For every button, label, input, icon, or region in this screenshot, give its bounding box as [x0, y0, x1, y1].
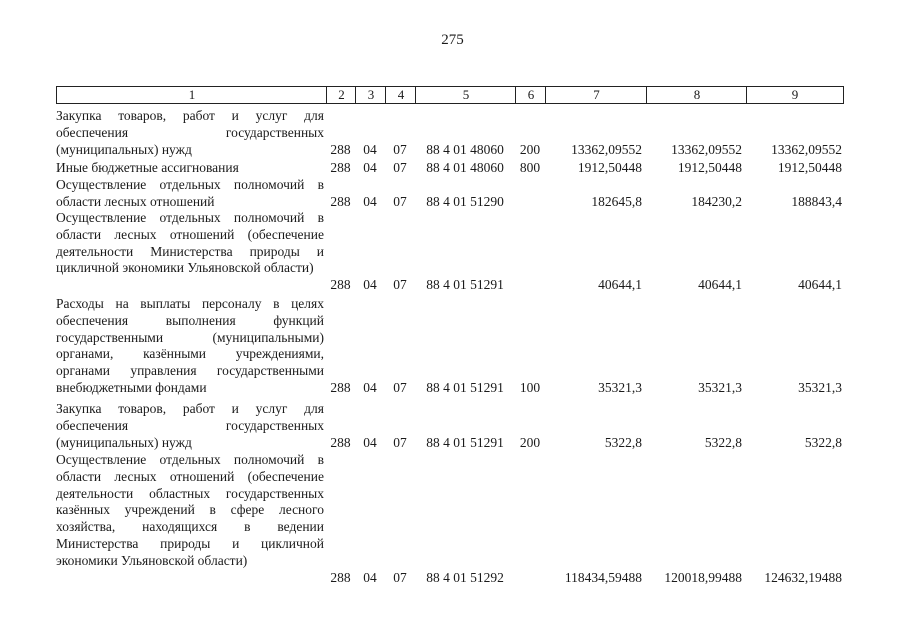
page-number: 275 — [441, 32, 464, 48]
header-col-5: 5 — [415, 86, 516, 104]
row-c3: 04 — [363, 141, 377, 157]
row-c5: 88 4 01 51292 — [426, 569, 504, 585]
row-c9: 1912,50448 — [777, 160, 842, 175]
row-c8: 120018,99488 — [664, 569, 742, 585]
row-description: Иные бюджетные ассигнования — [56, 160, 239, 175]
header-col-9: 9 — [746, 86, 844, 104]
header-col-3: 3 — [355, 86, 386, 104]
table-row — [56, 401, 842, 451]
row-c8: 184230,2 — [691, 193, 742, 209]
row-c8: 35321,3 — [698, 380, 742, 395]
row-c3: 04 — [363, 380, 377, 395]
row-c5: 88 4 01 51291 — [426, 434, 504, 450]
table-row — [56, 452, 842, 586]
header-col-1: 1 — [56, 86, 327, 104]
row-c7: 40644,1 — [598, 277, 642, 293]
row-c6: 800 — [519, 160, 541, 175]
row-c9: 13362,09552 — [771, 141, 842, 157]
row-c2: 288 — [330, 277, 351, 293]
row-c5: 88 4 01 51290 — [426, 193, 504, 209]
row-c4: 07 — [393, 434, 407, 450]
row-c7: 13362,09552 — [571, 141, 642, 157]
row-c9: 35321,3 — [798, 380, 842, 395]
row-c3: 04 — [363, 160, 377, 175]
row-c8: 13362,09552 — [671, 141, 742, 157]
row-c4: 07 — [393, 160, 407, 175]
row-c7: 5322,8 — [604, 434, 642, 450]
row-c4: 07 — [393, 569, 407, 585]
table-row — [56, 210, 842, 294]
header-col-7: 7 — [545, 86, 647, 104]
row-c3: 04 — [363, 193, 377, 209]
row-c8: 5322,8 — [704, 434, 742, 450]
table-row — [56, 296, 842, 397]
table-row — [56, 160, 842, 177]
table-row — [56, 108, 842, 158]
row-c2: 288 — [330, 193, 351, 209]
row-c7: 118434,59488 — [564, 569, 642, 585]
row-c5: 88 4 01 51291 — [426, 277, 504, 293]
row-c2: 288 — [330, 569, 351, 585]
row-c2: 288 — [330, 380, 351, 395]
row-c4: 07 — [393, 380, 407, 395]
row-c2: 288 — [330, 160, 351, 175]
row-c9: 40644,1 — [798, 277, 842, 293]
row-description: Осуществление отдельных полномочий в области лесных отношений (обеспечение деятельности Министерства природы и цикличной экономики Ульяновской области) — [56, 210, 324, 276]
table-row — [56, 177, 842, 211]
row-c4: 07 — [393, 141, 407, 157]
row-c5: 88 4 01 48060 — [426, 160, 504, 175]
header-col-4: 4 — [385, 86, 416, 104]
row-c2: 288 — [330, 141, 351, 157]
row-c3: 04 — [363, 434, 377, 450]
row-c6: 200 — [519, 141, 541, 157]
row-c8: 1912,50448 — [677, 160, 742, 175]
row-description: Расходы на выплаты персоналу в целях обеспечения выполнения функций государственными (муниципальными) органами, казёнными учреждениями, органами управления государственными внебюджетными фондами — [56, 296, 324, 395]
row-c5: 88 4 01 48060 — [426, 141, 504, 157]
row-c8: 40644,1 — [698, 277, 742, 293]
header-col-2: 2 — [326, 86, 356, 104]
row-c9: 5322,8 — [804, 434, 842, 450]
row-description: Закупка товаров, работ и услуг для обеспечения государственных (муниципальных) нужд — [56, 108, 324, 157]
header-col-8: 8 — [646, 86, 747, 104]
row-c4: 07 — [393, 193, 407, 209]
row-c7: 1912,50448 — [577, 160, 642, 175]
row-c7: 182645,8 — [591, 193, 642, 209]
table-header — [56, 86, 842, 104]
row-description: Осуществление отдельных полномочий в области лесных отношений — [56, 177, 324, 209]
row-c4: 07 — [393, 277, 407, 293]
row-description: Осуществление отдельных полномочий в области лесных отношений (обеспечение деятельности областных государственных казённых учреждений в сфере лесного хозяйства, находящихся в ведении Министерства природы и цикличной экономики Ульяновской области) — [56, 452, 324, 568]
row-c9: 124632,19488 — [764, 569, 842, 585]
row-c2: 288 — [330, 434, 351, 450]
row-c9: 188843,4 — [791, 193, 842, 209]
header-col-6: 6 — [515, 86, 546, 104]
row-c3: 04 — [363, 277, 377, 293]
row-c6: 100 — [519, 380, 541, 395]
row-c5: 88 4 01 51291 — [426, 380, 504, 395]
row-c3: 04 — [363, 569, 377, 585]
row-description: Закупка товаров, работ и услуг для обеспечения государственных (муниципальных) нужд — [56, 401, 324, 450]
row-c7: 35321,3 — [598, 380, 642, 395]
row-c6: 200 — [519, 434, 541, 450]
